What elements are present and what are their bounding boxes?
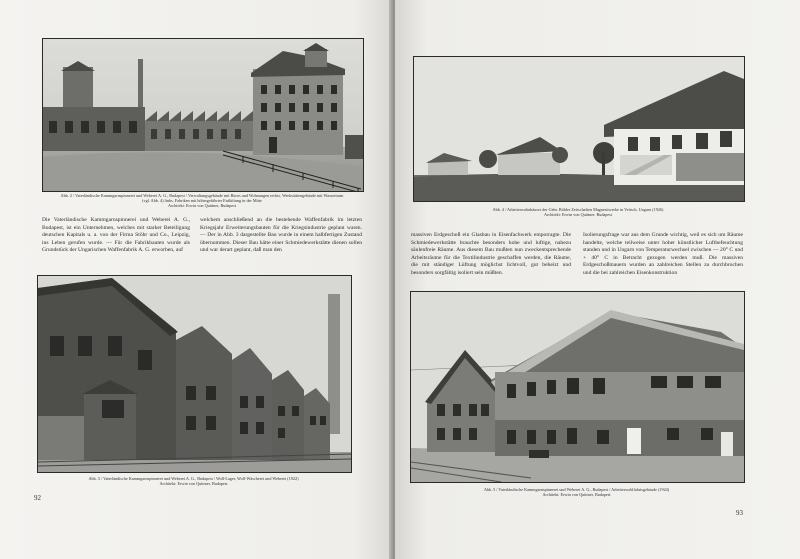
photo-worker-housing-drawing bbox=[414, 57, 744, 201]
photo-welfare-building bbox=[410, 291, 745, 483]
photo-wool-warehouse-drawing bbox=[38, 276, 351, 472]
caption-fig3-credit: Architekt: Erwin von Quittner, Budapest bbox=[159, 481, 228, 487]
photo-administration-building bbox=[42, 38, 364, 192]
photo-welfare-building-drawing bbox=[411, 292, 744, 482]
caption-fig3 bbox=[37, 476, 350, 486]
body-text-left-col2: welchem anschließend an die bestehende Waffenfabrik im letzten Kriegsjahr Erweiterungsbauten für die Kriegsindustrie geplant waren. — Der in Abb. 3 dargestellte Bau wurde in einem halbfertigen Zustand übernommen. Dieser Bau hätte einer Schmiedewerkstätte dienen sollen und war derart geplant, daß man den bbox=[200, 217, 362, 254]
caption-fig2 bbox=[42, 193, 362, 209]
caption-fig4 bbox=[413, 207, 743, 217]
photo-administration-building-drawing bbox=[43, 39, 363, 191]
left-page bbox=[0, 0, 393, 559]
caption-fig2-line2: (vgl. Abb. 4) links, Fabriken mit höhergeführter Entlüftung in der Mitte bbox=[142, 198, 262, 204]
caption-fig5-line1: Abb. 5 / Vaterländische Kammgarnspinnerei und Weberei A. G., Budapest / Arbeiterwohlfahrtsgebäude (1924) bbox=[483, 487, 670, 492]
page-number-right: 93 bbox=[736, 509, 743, 517]
right-page bbox=[395, 0, 800, 559]
caption-fig2-line1: Abb. 2 / Vaterländische Kammgarnspinnerei und Weberei A. G., Budapest / Verwaltungsgebäude mit Büros und Wohnungen rechts, Werkstättengebäude mit Wasserturm bbox=[60, 193, 344, 198]
caption-fig3-line1: Abb. 3 / Vaterländische Kammgarnspinnerei und Weberei A. G., Budapest / Woll-Lager, Woll-Wäscherei und Weberei (1922) bbox=[88, 476, 299, 481]
caption-fig2-credit: Architekt: Erwin von Quittner, Budapest bbox=[167, 203, 237, 209]
caption-fig5-credit: Architekt: Erwin von Quittner, Budapest bbox=[542, 492, 611, 498]
body-text-left-col1: Die Vaterländische Kammgarnspinnerei und Weberei A. G., Budapest, ist ein Unternehmen, welches mit starker Beteiligung deutschen Kapitals u. a. von der Firma Stöhr und Co., Leipzig, ins Leben gerufen wurde. — Für die Fabrikbauten wurde als Grundstück der Ungarischen Waffenfabrik A. G. erworben, auf bbox=[42, 217, 190, 254]
photo-wool-warehouse bbox=[37, 275, 352, 473]
body-text-right-col2: Isolierungsfrage war aus dem Grunde wichtig, weil es sich um Räume handelte, welche teilweise unter hoher künstlicher Luftbefeuchtung standen und in Ungarn von Temperaturwechsel zwischen — 20° C und + 40° C in Betracht gezogen werden muß. Die massiven Erdgeschoßmauern wurden an zahlreichen Stellen zu durchbrochen und die bei zahlreichen Eisenkonstruktion bbox=[583, 232, 743, 276]
caption-fig4-credit: Architekt: Erwin von Quittner, Budapest bbox=[543, 212, 613, 218]
photo-worker-housing bbox=[413, 56, 745, 202]
page-number-left: 92 bbox=[34, 494, 41, 502]
caption-fig4-line1: Abb. 4 / Arbeiterwohnhäuser der Gebr. Böhler Zeitschaften Magnesitwerke in Veitsch, Ungarn (1926) bbox=[492, 207, 664, 212]
caption-fig5 bbox=[410, 487, 743, 497]
body-text-right-col1: massiven Erdgeschoß ein Glasbau in Eisenfachwerk emporragte. Die Schmiedewerkstätte brauchte besonders hohe und luftige, nahezu säulenfreie Räume. Aus diesem Bau mußten nun zweckentsprechende Arbeitsräume für die Textilindustrie geschaffen werden, die Räume, die mit ständiger Lüftung möglichst lichtvoll, gut beheizt und besonders sorgfältig isoliert sein müßten. bbox=[411, 232, 571, 276]
